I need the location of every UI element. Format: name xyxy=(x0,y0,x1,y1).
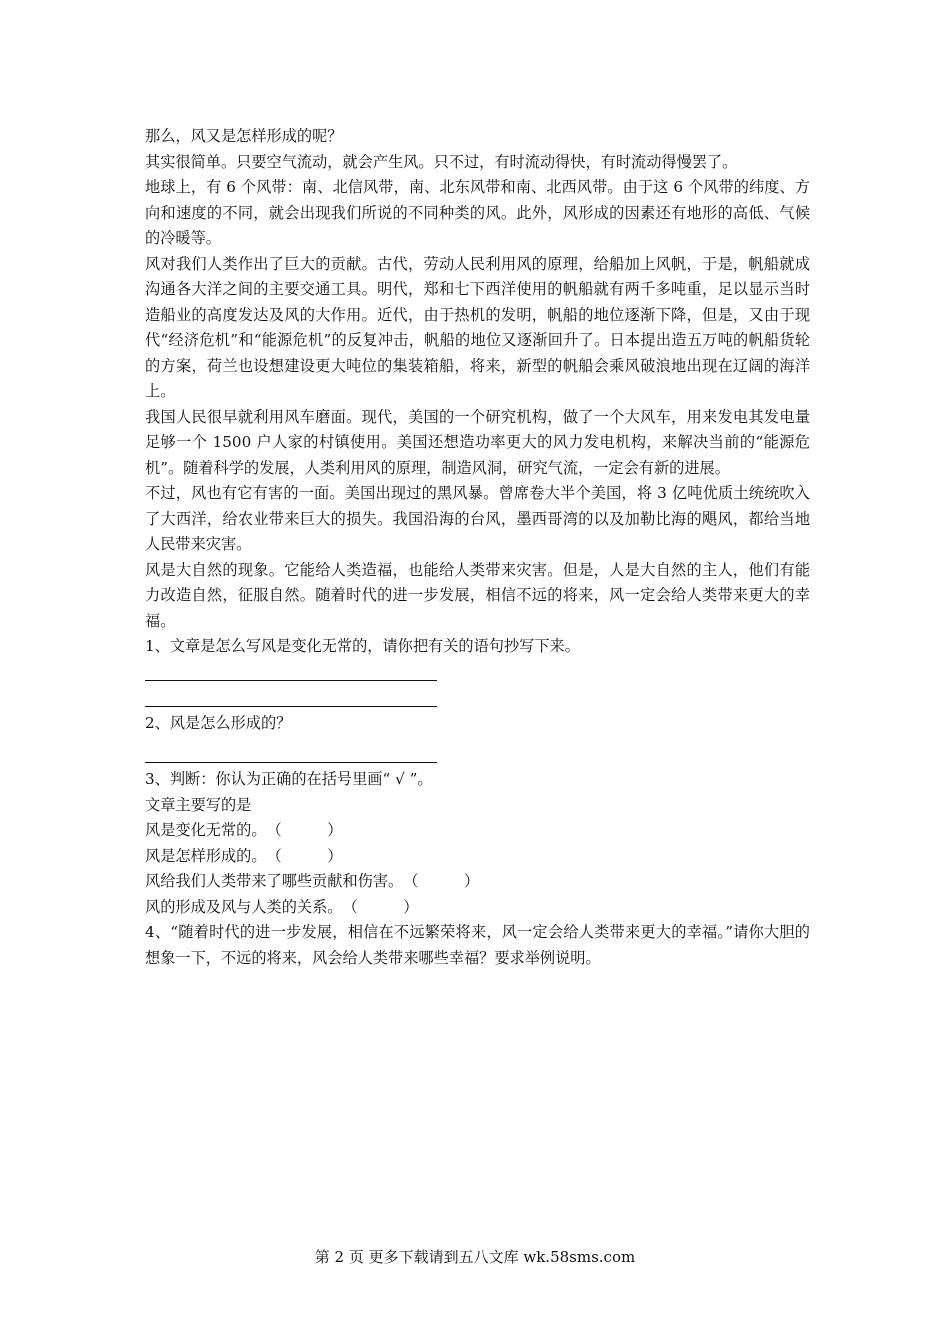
article-paragraph-5: 我国人民很早就利用风车磨面。现代，美国的一个研究机构，做了一个大风车，用来发电其发电量足够一个 1500 户人家的村镇使用。美国还想造功率更大的风力发电机构，来解决当前的“能源危机”。随着科学的发展，人类利用风的原理，制造风洞，研究气流，一定会有新的进展。 xyxy=(145,407,810,477)
judgment-option-text: 风给我们人类带来了哪些贡献和伤害。 xyxy=(145,872,404,890)
judgment-option xyxy=(145,869,810,895)
judgment-option xyxy=(145,844,810,870)
judgment-option xyxy=(145,818,810,844)
article-paragraph-6: 不过，风也有它有害的一面。美国出现过的黑风暴。曾席卷大半个美国，将 3 亿吨优质土统统吹入了大西洋，给农业带来巨大的损失。我国沿海的台风，墨西哥湾的以及加勒比海的飓风，都给当地人民带来灾害。 xyxy=(145,484,810,553)
question-4: 4、“随着时代的进一步发展，相信在不远繁荣将来，风一定会给人类带来更大的幸福。”请你大胆的想象一下，不远的将来，风会给人类带来哪些幸福？要求举例说明。 xyxy=(145,923,810,967)
question-1: 1、文章是怎么写风是变化无常的，请你把有关的语句抄写下来。 xyxy=(145,637,580,655)
document-body xyxy=(145,124,810,971)
question-2: 2、风是怎么形成的？ xyxy=(145,713,292,732)
judgment-option-text: 风的形成及风与人类的关系。 xyxy=(145,897,343,916)
judgment-answer-paren[interactable]: （ ） xyxy=(266,821,343,839)
answer-line-3[interactable] xyxy=(145,762,437,763)
judgment-option-text: 风是变化无常的。 xyxy=(145,821,267,839)
article-paragraph-4: 风对我们人类作出了巨大的贡献。古代，劳动人民利用风的原理，给船加上风帆，于是，帆船就成沟通各大洋之间的主要交通工具。明代，郑和七下西洋使用的帆船就有两千多吨重，足以显示当时造船业的高度发达及风的大作用。近代，由于热机的发明，帆船的地位逐渐下降，但是，又由于现代“经济危机”和“能源危机”的反复冲击，帆船的地位又逐渐回升了。日本提出造五万吨的帆船货轮的方案，荷兰也设想建设更大吨位的集装箱船，将来，新型的帆船会乘风破浪地出现在辽阔的海洋上。 xyxy=(145,254,810,400)
article-paragraph-2: 其实很简单。只要空气流动，就会产生风。只不过，有时流动得快，有时流动得慢罢了。 xyxy=(145,152,738,171)
judgment-options xyxy=(145,818,810,920)
answer-line-1[interactable] xyxy=(145,680,437,681)
judgment-answer-paren[interactable]: （ ） xyxy=(266,846,343,865)
judgment-answer-paren[interactable]: （ ） xyxy=(403,872,480,890)
article-paragraph-7: 风是大自然的现象。它能给人类造福，也能给人类带来灾害。但是，人是大自然的主人，他们有能力改造自然，征服自然。随着时代的进一步发展，相信不远的将来，风一定会给人类带来更大的幸福。 xyxy=(145,560,810,630)
judgment-option xyxy=(145,895,810,921)
page-footer: 第 2 页 更多下载请到五八文库 wk.58sms.com xyxy=(314,1248,636,1266)
judgment-answer-paren[interactable]: （ ） xyxy=(342,897,419,916)
article-paragraph-3: 地球上，有 6 个风带：南、北信风带，南、北东风带和南、北西风带。由于这 6 个风带的纬度、方向和速度的不同，就会出现我们所说的不同种类的风。此外，风形成的因素还有地形的高低、气候的冷暖等。 xyxy=(145,178,810,247)
question-3: 3、判断：你认为正确的在括号里画“ √ ”。 xyxy=(145,770,433,788)
judgment-option-text: 风是怎样形成的。 xyxy=(145,846,267,865)
article-paragraph-1: 那么，风又是怎样形成的呢？ xyxy=(145,127,343,145)
question-3-lead: 文章主要写的是 xyxy=(145,795,252,814)
answer-line-2[interactable] xyxy=(145,706,437,707)
